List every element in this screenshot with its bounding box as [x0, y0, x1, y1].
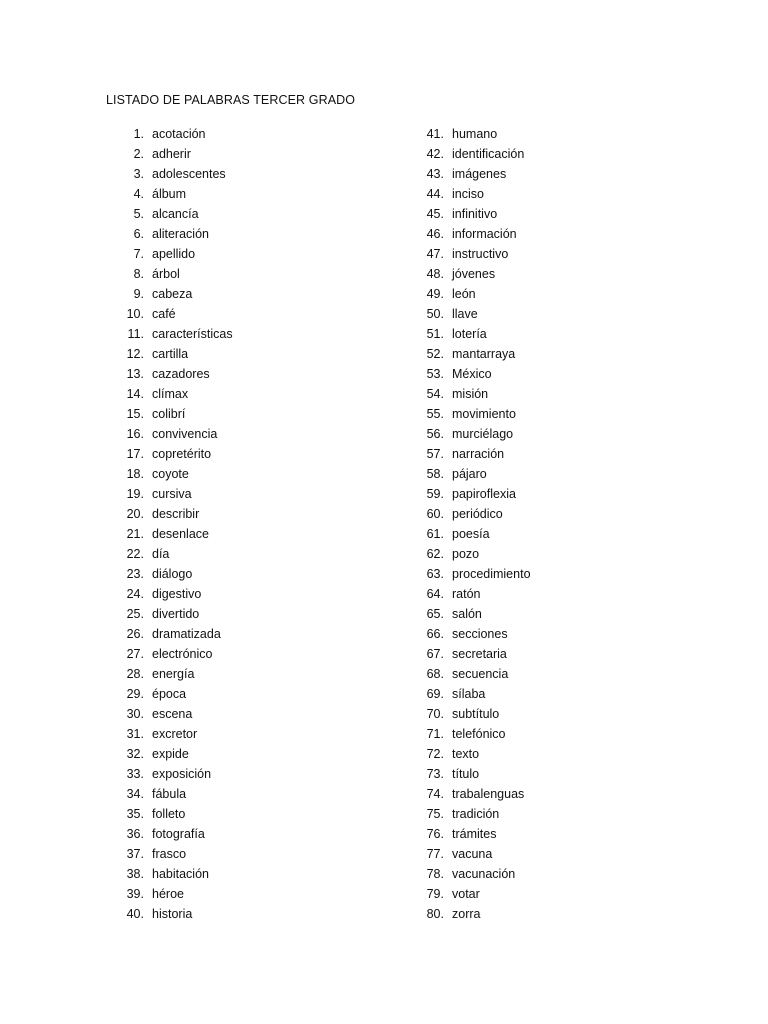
- list-item-number: 8.: [133, 267, 144, 281]
- list-item-number: 33.: [126, 767, 144, 781]
- list-item-number: 11.: [127, 327, 144, 341]
- list-item-number: 26.: [126, 627, 144, 641]
- list-item: [100, 424, 233, 444]
- list-item-word: sílaba: [452, 687, 486, 701]
- list-item: [100, 524, 233, 544]
- list-item-number: 73.: [426, 767, 444, 781]
- list-item-word: adolescentes: [152, 167, 226, 181]
- list-item: [100, 904, 233, 924]
- list-item-number: 48.: [426, 267, 444, 281]
- list-item-word: clímax: [152, 387, 189, 401]
- list-item: [100, 684, 233, 704]
- list-item-number: 46.: [426, 227, 444, 241]
- list-item-word: acotación: [152, 127, 206, 141]
- list-item-number: 15.: [126, 407, 144, 421]
- list-item: [100, 204, 233, 224]
- list-item-number: 3.: [133, 167, 144, 181]
- list-item-number: 27.: [126, 647, 144, 661]
- list-item-number: 77.: [426, 847, 444, 861]
- list-item: [100, 324, 233, 344]
- list-item-word: texto: [452, 747, 480, 761]
- list-item: [100, 824, 233, 844]
- list-item-word: votar: [452, 887, 480, 901]
- list-item-word: colibrí: [152, 407, 186, 421]
- list-item-word: movimiento: [452, 407, 516, 421]
- list-item-word: misión: [452, 387, 489, 401]
- list-item: [400, 864, 531, 884]
- list-item-word: ratón: [452, 587, 481, 601]
- list-item-number: 62.: [426, 547, 444, 561]
- list-item-number: 12.: [126, 347, 144, 361]
- list-item-word: alcancía: [152, 207, 199, 221]
- list-item-number: 16.: [126, 427, 144, 441]
- list-item-number: 35.: [126, 807, 144, 821]
- list-item-word: salón: [452, 607, 482, 621]
- list-item-number: 38.: [126, 867, 144, 881]
- list-item: [400, 464, 531, 484]
- list-item-word: narración: [452, 447, 505, 461]
- list-item: [400, 324, 531, 344]
- list-item: [100, 564, 233, 584]
- list-item: [100, 224, 233, 244]
- list-item-number: 2.: [133, 147, 144, 161]
- list-item: [100, 804, 233, 824]
- list-item-word: digestivo: [152, 587, 202, 601]
- list-item-word: desenlace: [152, 527, 209, 541]
- list-item: [100, 164, 233, 184]
- list-item-number: 59.: [426, 487, 444, 501]
- list-item-word: divertido: [152, 607, 200, 621]
- list-item: [400, 264, 531, 284]
- list-item: [100, 144, 233, 164]
- list-item-number: 55.: [426, 407, 444, 421]
- list-item: [400, 244, 531, 264]
- list-item-number: 18.: [126, 467, 144, 481]
- list-item-number: 74.: [426, 787, 444, 801]
- list-item-number: 67.: [426, 647, 444, 661]
- list-item: [400, 304, 531, 324]
- list-item-word: frasco: [152, 847, 187, 861]
- list-item-number: 52.: [426, 347, 444, 361]
- list-item: [400, 564, 531, 584]
- list-item: [400, 364, 531, 384]
- list-item: [100, 864, 233, 884]
- list-item: [100, 124, 233, 144]
- list-item: [400, 224, 531, 244]
- list-item-number: 36.: [126, 827, 144, 841]
- list-item-number: 30.: [126, 707, 144, 721]
- list-item-number: 66.: [426, 627, 444, 641]
- list-item-word: vacunación: [452, 867, 516, 881]
- list-item-word: coyote: [152, 467, 189, 481]
- list-item: [100, 844, 233, 864]
- list-item: [100, 464, 233, 484]
- list-item: [100, 604, 233, 624]
- list-item: [400, 784, 531, 804]
- list-item: [100, 484, 233, 504]
- list-item: [100, 724, 233, 744]
- list-item: [100, 244, 233, 264]
- list-item-number: 21.: [126, 527, 144, 541]
- list-item: [100, 584, 233, 604]
- list-item-word: murciélago: [452, 427, 514, 441]
- list-item: [100, 624, 233, 644]
- list-item-number: 22.: [126, 547, 144, 561]
- list-item-number: 71.: [426, 727, 444, 741]
- list-item-number: 9.: [133, 287, 144, 301]
- list-item: [400, 684, 531, 704]
- list-item: [400, 204, 531, 224]
- list-item: [400, 604, 531, 624]
- list-item-word: vacuna: [452, 847, 493, 861]
- list-item-word: telefónico: [452, 727, 506, 741]
- list-item-word: convivencia: [152, 427, 218, 441]
- list-item: [400, 724, 531, 744]
- list-item-number: 70.: [426, 707, 444, 721]
- list-item: [400, 144, 531, 164]
- list-item-number: 1.: [133, 127, 144, 141]
- list-item-word: cursiva: [152, 487, 192, 501]
- list-item-word: historia: [152, 907, 193, 921]
- list-item-number: 58.: [426, 467, 444, 481]
- list-item-word: café: [152, 307, 176, 321]
- list-item: [400, 444, 531, 464]
- list-item: [400, 824, 531, 844]
- list-item: [400, 184, 531, 204]
- list-item-number: 60.: [426, 507, 444, 521]
- list-item-word: apellido: [152, 247, 196, 261]
- list-item-word: energía: [152, 667, 195, 681]
- list-item: [100, 364, 233, 384]
- list-item-word: león: [452, 287, 476, 301]
- list-item-word: zorra: [452, 907, 481, 921]
- list-item-number: 10.: [126, 307, 144, 321]
- list-item-word: pozo: [452, 547, 480, 561]
- list-item: [100, 764, 233, 784]
- list-item-number: 5.: [133, 207, 144, 221]
- list-item-word: álbum: [152, 187, 187, 201]
- list-item-number: 76.: [426, 827, 444, 841]
- list-item: [400, 424, 531, 444]
- list-item-word: México: [452, 367, 492, 381]
- list-item-number: 41.: [426, 127, 444, 141]
- list-item-number: 64.: [426, 587, 444, 601]
- list-item-word: información: [452, 227, 517, 241]
- list-item: [400, 584, 531, 604]
- list-item-number: 42.: [426, 147, 444, 161]
- list-item-number: 51.: [426, 327, 444, 341]
- list-item-number: 23.: [126, 567, 144, 581]
- list-item-word: título: [452, 767, 480, 781]
- list-item: [400, 524, 531, 544]
- list-item: [400, 484, 531, 504]
- list-item: [400, 744, 531, 764]
- list-item-word: electrónico: [152, 647, 213, 661]
- list-item-word: identificación: [452, 147, 525, 161]
- list-item: [100, 744, 233, 764]
- list-item: [100, 264, 233, 284]
- list-item: [100, 664, 233, 684]
- list-item-word: fotografía: [152, 827, 205, 841]
- list-item-number: 79.: [426, 887, 444, 901]
- list-item-word: secretaria: [452, 647, 507, 661]
- list-item-number: 28.: [126, 667, 144, 681]
- list-item-number: 39.: [126, 887, 144, 901]
- list-item-word: árbol: [152, 267, 180, 281]
- list-item-number: 31.: [126, 727, 144, 741]
- list-item-word: imágenes: [452, 167, 507, 181]
- list-item: [400, 124, 531, 144]
- list-item-word: infinitivo: [452, 207, 498, 221]
- list-item-number: 44.: [426, 187, 444, 201]
- list-item: [400, 764, 531, 784]
- list-item-number: 54.: [426, 387, 444, 401]
- list-item: [100, 384, 233, 404]
- list-item: [100, 404, 233, 424]
- list-item: [100, 344, 233, 364]
- list-item: [400, 384, 531, 404]
- list-item-word: poesía: [452, 527, 490, 541]
- list-item-word: subtítulo: [452, 707, 500, 721]
- list-item: [100, 284, 233, 304]
- list-item-word: jóvenes: [452, 267, 496, 281]
- list-item-word: habitación: [152, 867, 209, 881]
- list-item-number: 68.: [426, 667, 444, 681]
- list-item-word: excretor: [152, 727, 198, 741]
- list-item-word: aliteración: [152, 227, 209, 241]
- list-item-number: 57.: [426, 447, 444, 461]
- list-item-word: fábula: [152, 787, 187, 801]
- list-item-number: 20.: [126, 507, 144, 521]
- list-item-word: copretérito: [152, 447, 212, 461]
- list-item: [400, 504, 531, 524]
- list-item-word: secuencia: [452, 667, 509, 681]
- list-item-word: cartilla: [152, 347, 189, 361]
- list-item-number: 72.: [426, 747, 444, 761]
- list-item-word: dramatizada: [152, 627, 221, 641]
- list-item-word: adherir: [152, 147, 191, 161]
- list-item-number: 25.: [126, 607, 144, 621]
- list-item-word: periódico: [452, 507, 503, 521]
- word-list-column-right: [400, 124, 531, 924]
- list-item-word: trámites: [452, 827, 497, 841]
- list-item-word: lotería: [452, 327, 487, 341]
- list-item-number: 50.: [426, 307, 444, 321]
- list-item-number: 17.: [126, 447, 144, 461]
- list-item-number: 29.: [126, 687, 144, 701]
- list-item-number: 78.: [426, 867, 444, 881]
- list-item-number: 19.: [126, 487, 144, 501]
- list-item-number: 56.: [426, 427, 444, 441]
- list-item-word: trabalenguas: [452, 787, 525, 801]
- list-item-word: héroe: [152, 887, 184, 901]
- list-item-number: 53.: [426, 367, 444, 381]
- list-item: [400, 844, 531, 864]
- list-item-number: 14.: [126, 387, 144, 401]
- list-item-word: expide: [152, 747, 189, 761]
- list-item: [100, 644, 233, 664]
- list-item: [400, 704, 531, 724]
- list-item-number: 80.: [426, 907, 444, 921]
- list-item-word: procedimiento: [452, 567, 531, 581]
- list-item-number: 24.: [126, 587, 144, 601]
- list-item: [100, 444, 233, 464]
- list-item-number: 6.: [133, 227, 144, 241]
- list-item-number: 69.: [426, 687, 444, 701]
- list-item-word: época: [152, 687, 187, 701]
- list-item: [400, 284, 531, 304]
- list-item-word: características: [152, 327, 233, 341]
- list-item-word: día: [152, 547, 170, 561]
- list-item-number: 61.: [426, 527, 444, 541]
- list-item-word: tradición: [452, 807, 500, 821]
- list-item: [100, 704, 233, 724]
- list-item-word: folleto: [152, 807, 186, 821]
- list-item-word: cazadores: [152, 367, 210, 381]
- list-item-number: 75.: [426, 807, 444, 821]
- list-item-number: 49.: [426, 287, 444, 301]
- list-item-word: humano: [452, 127, 498, 141]
- list-item: [100, 304, 233, 324]
- list-item: [400, 404, 531, 424]
- list-item-word: escena: [152, 707, 193, 721]
- word-list-column-left: [100, 124, 233, 924]
- list-item-number: 63.: [426, 567, 444, 581]
- list-item: [100, 884, 233, 904]
- list-item-word: mantarraya: [452, 347, 516, 361]
- list-item-word: secciones: [452, 627, 508, 641]
- list-item: [100, 544, 233, 564]
- list-item-number: 47.: [426, 247, 444, 261]
- list-item-number: 7.: [133, 247, 144, 261]
- list-item: [400, 544, 531, 564]
- list-item: [400, 344, 531, 364]
- list-item-word: instructivo: [452, 247, 509, 261]
- list-item-number: 37.: [126, 847, 144, 861]
- list-item: [100, 184, 233, 204]
- list-item-word: diálogo: [152, 567, 193, 581]
- list-item: [400, 884, 531, 904]
- list-item-number: 65.: [426, 607, 444, 621]
- list-item-word: inciso: [452, 187, 484, 201]
- list-item-number: 34.: [126, 787, 144, 801]
- list-item: [100, 784, 233, 804]
- list-item-word: papiroflexia: [452, 487, 516, 501]
- list-item-number: 43.: [426, 167, 444, 181]
- list-item-word: pájaro: [452, 467, 487, 481]
- list-item-number: 4.: [133, 187, 144, 201]
- list-item-word: describir: [152, 507, 200, 521]
- list-item: [400, 904, 531, 924]
- list-item: [400, 164, 531, 184]
- list-item: [400, 664, 531, 684]
- list-item-word: exposición: [152, 767, 212, 781]
- list-item-word: cabeza: [152, 287, 193, 301]
- list-item-number: 32.: [126, 747, 144, 761]
- page-title: LISTADO DE PALABRAS TERCER GRADO: [106, 93, 356, 107]
- list-item: [100, 504, 233, 524]
- list-item-number: 13.: [126, 367, 144, 381]
- list-item-word: llave: [452, 307, 478, 321]
- list-item-number: 45.: [426, 207, 444, 221]
- list-item-number: 40.: [126, 907, 144, 921]
- list-item: [400, 624, 531, 644]
- list-item: [400, 804, 531, 824]
- list-item: [400, 644, 531, 664]
